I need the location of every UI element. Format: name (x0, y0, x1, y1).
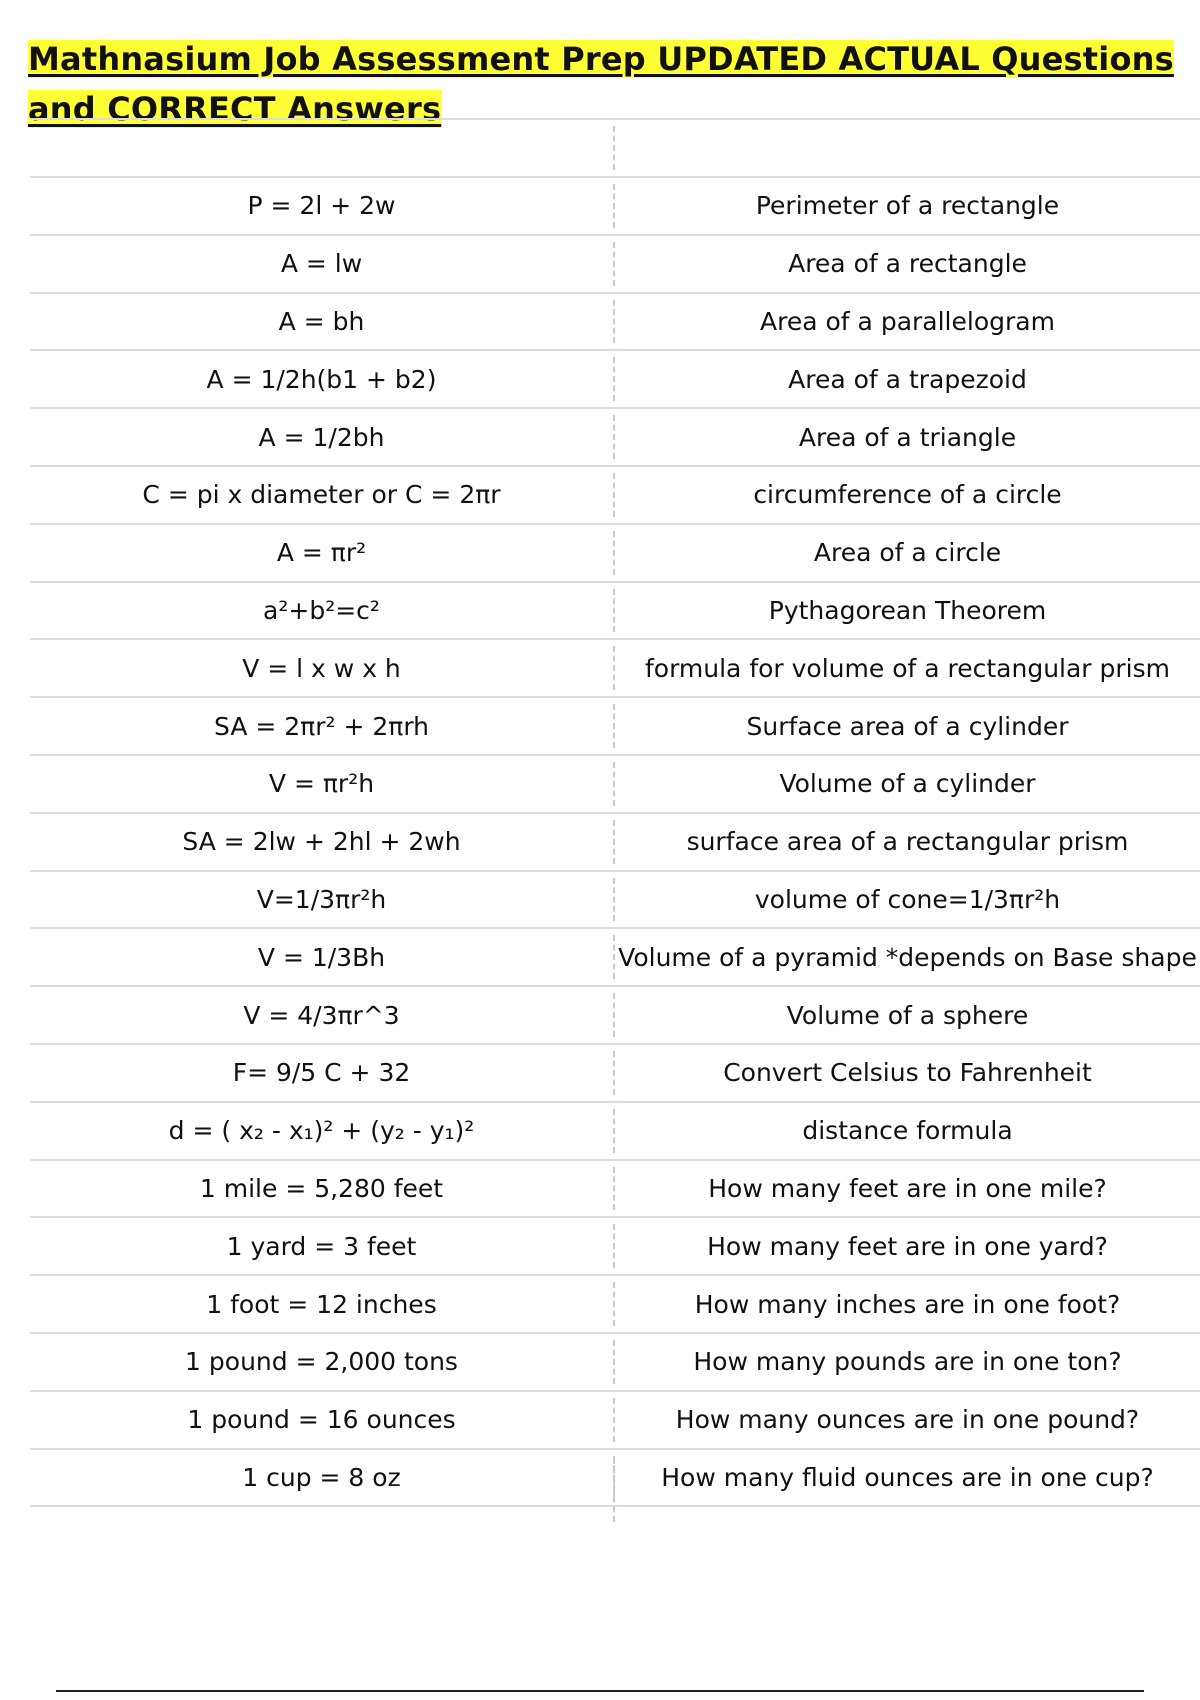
term-cell: V = πr²h (268, 769, 375, 799)
table-row (30, 118, 1200, 178)
table-row (30, 236, 1200, 294)
definition-cell: How many feet are in one yard? (707, 1231, 1108, 1261)
term-cell: d = ( x₂ - x₁)² + (y₂ - y₁)² (168, 1116, 475, 1146)
table-row (30, 756, 1200, 814)
term-cell: 1 pound = 16 ounces (187, 1405, 456, 1435)
term-cell: A = bh (278, 306, 365, 336)
term-cell: F= 9/5 C + 32 (232, 1058, 411, 1088)
definition-cell: How many feet are in one mile? (708, 1173, 1107, 1203)
term-cell: A = lw (280, 249, 363, 279)
definition-cell: formula for volume of a rectangular prism (644, 653, 1171, 683)
table-row (30, 698, 1200, 756)
definition-cell: How many pounds are in one ton? (693, 1347, 1122, 1377)
term-cell: V = 4/3πr^3 (243, 1000, 400, 1030)
term-cell: V=1/3πr²h (256, 884, 387, 914)
table-row (30, 178, 1200, 236)
definition-cell: How many inches are in one foot? (694, 1289, 1121, 1319)
flashcard-table (30, 118, 1200, 1507)
term-cell: A = πr² (276, 538, 367, 568)
definition-cell: Perimeter of a rectangle (755, 191, 1060, 221)
definition-cell: Pythagorean Theorem (768, 595, 1047, 625)
term-cell: P = 2l + 2w (247, 191, 396, 221)
table-row (30, 929, 1200, 987)
table-row (30, 1392, 1200, 1450)
term-cell: 1 foot = 12 inches (206, 1289, 437, 1319)
term-cell: a²+b²=c² (263, 595, 380, 625)
table-row (30, 814, 1200, 872)
definition-cell: distance formula (802, 1116, 1013, 1146)
table-row (30, 872, 1200, 930)
term-cell: SA = 2lw + 2hl + 2wh (182, 827, 461, 857)
definition-cell: volume of cone=1/3πr²h (754, 884, 1061, 914)
term-cell: 1 yard = 3 feet (226, 1231, 417, 1261)
term-cell: A = 1/2bh (258, 422, 385, 452)
definition-cell: Convert Celsius to Fahrenheit (723, 1058, 1092, 1088)
definition-cell: Area of a circle (813, 538, 1002, 568)
definition-cell: Surface area of a cylinder (746, 711, 1069, 741)
term-cell: A = 1/2h(b1 + b2) (206, 364, 437, 394)
table-row (30, 1276, 1200, 1334)
table-row (30, 1450, 1200, 1508)
page-bottom-rule (56, 1690, 1144, 1692)
table-row (30, 987, 1200, 1045)
table-row (30, 467, 1200, 525)
term-cell: SA = 2πr² + 2πrh (213, 711, 429, 741)
definition-cell: surface area of a rectangular prism (686, 827, 1129, 857)
table-row (30, 1045, 1200, 1103)
table-row (30, 583, 1200, 641)
definition-cell: Area of a parallelogram (760, 306, 1055, 336)
term-cell: 1 pound = 2,000 tons (185, 1347, 458, 1377)
table-row (30, 1161, 1200, 1219)
term-cell (30, 120, 613, 176)
table-row (30, 1103, 1200, 1161)
definition-cell: Volume of a sphere (786, 1000, 1029, 1030)
table-row (30, 351, 1200, 409)
term-cell: C = pi x diameter or C = 2πr (142, 480, 501, 510)
term-cell: V = 1/3Bh (257, 942, 386, 972)
column-divider-tail (613, 1458, 615, 1522)
term-cell: V = l x w x h (242, 653, 401, 683)
definition-cell (615, 120, 1200, 176)
definition-cell: Volume of a pyramid *depends on Base shape (618, 942, 1197, 972)
table-row (30, 1218, 1200, 1276)
term-cell: 1 cup = 8 oz (242, 1462, 401, 1492)
term-cell: 1 mile = 5,280 feet (199, 1173, 444, 1203)
definition-cell: Volume of a cylinder (779, 769, 1036, 799)
table-row (30, 640, 1200, 698)
definition-cell: How many ounces are in one pound? (675, 1405, 1140, 1435)
table-row (30, 525, 1200, 583)
definition-cell: circumference of a circle (753, 480, 1062, 510)
definition-cell: Area of a trapezoid (788, 364, 1027, 394)
table-row (30, 409, 1200, 467)
table-row (30, 294, 1200, 352)
document-title: Mathnasium Job Assessment Prep UPDATED ACTUAL Questions and CORRECT Answers (28, 40, 1174, 128)
definition-cell: How many fluid ounces are in one cup? (661, 1462, 1154, 1492)
definition-cell: Area of a rectangle (788, 249, 1027, 279)
table-row (30, 1334, 1200, 1392)
definition-cell: Area of a triangle (798, 422, 1017, 452)
